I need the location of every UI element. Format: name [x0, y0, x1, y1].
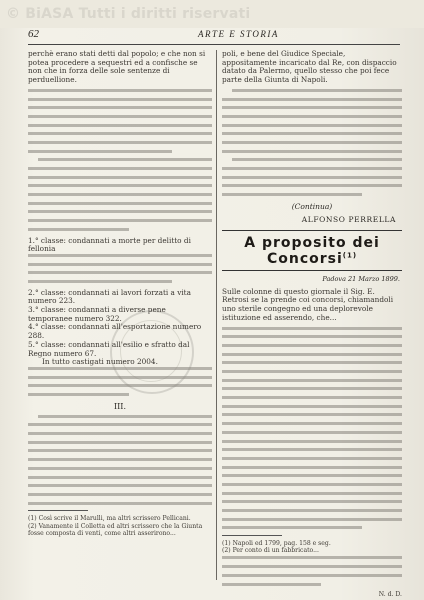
footnote-rule-right — [222, 535, 282, 536]
watermark-text: BiASA Tutti i diritti riservati — [25, 6, 251, 22]
section-heading-iii: III. — [113, 401, 127, 411]
watermark — [6, 6, 250, 22]
count-total: In tutto castigati numero 2004. — [42, 357, 158, 367]
article-body-start: Sulle colonne di questo giornale il Sig. E. Retrosi se la prende coi concorsi, chiamandoli uno sterile congegno ed una deplorevole istituzione ed asserendo, che... — [222, 286, 394, 322]
running-head: ARTE E STORIA — [198, 29, 279, 39]
page-number: 62 — [28, 28, 39, 40]
header-rule — [28, 44, 400, 45]
watermark-strip — [0, 0, 424, 28]
copyright-icon: © — [6, 6, 21, 22]
column-separator — [216, 50, 217, 580]
right-footnote-2: (2) Per conto di un fabbricato... — [222, 547, 319, 555]
left-opening-paragraph: perchè erano stati detti dal popolo; e che non si potea procedere a sequestri ed a confische se non che in forza delle sole sentenze di perduellione. — [28, 49, 206, 85]
left-footnote-1: (1) Così scrive il Marulli, ma altri scrissero Pellicani. — [28, 515, 191, 523]
title-footnote-mark: (1) — [342, 251, 358, 260]
right-footnote-1: (1) Napoli ed 1799, pag. 158 e seg. — [222, 540, 331, 548]
article-dateline: Padova 21 Marzo 1899. — [322, 274, 400, 283]
continua-note: (Continua) — [291, 201, 333, 211]
count-class-2: 2.° classe: condannati ai lavori forzati a vita numero 223. — [28, 287, 191, 306]
left-footnote-2: (2) Vanamente il Colletta ed altri scrissero che la Giunta fosse composta di venti, come altri asserirono... — [28, 522, 203, 537]
count-class-5: 5.° classe: condannati all'esilio e sfratto dal Regno numero 67. — [28, 339, 190, 358]
running-header — [28, 28, 398, 42]
left-column — [28, 50, 212, 590]
right-opening-paragraph: poli, e bene del Giudice Speciale, appositamente incaricato dal Re, con dispaccio datato da Palermo, quello stesso che poi fece parte della Giunta di Napoli. — [222, 49, 397, 85]
count-class-3: 3.° classe: condannati a diverse pene temporanee numero 322. — [28, 305, 166, 323]
footnote-rule — [28, 510, 88, 511]
right-column — [222, 49, 402, 599]
article-title-box — [222, 230, 402, 271]
count-class-4: 4.° classe: condannati all'esportazione numero 288. — [28, 322, 202, 341]
editor-note: N. d. D. — [378, 591, 402, 599]
article-title: A proposito dei Concorsi$^{(1)}$ — [244, 234, 380, 267]
count-class-1: 1.° classe: condannati a morte per delitto di fellonia — [28, 235, 191, 254]
author-signature: ALFONSO PERRELLA — [301, 214, 396, 224]
